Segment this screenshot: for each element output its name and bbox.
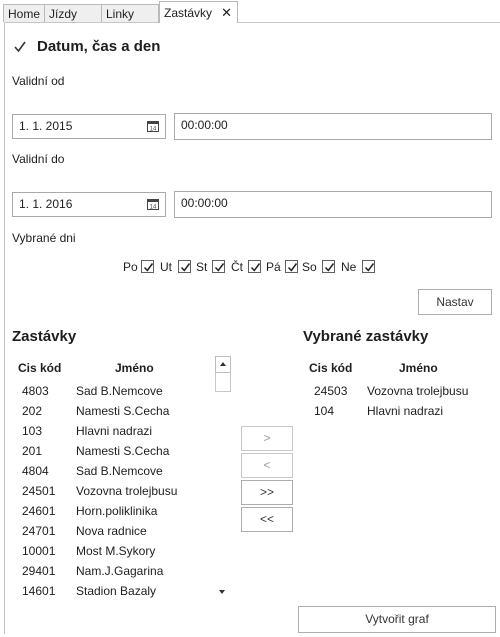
scroll-down-button[interactable] <box>215 584 231 601</box>
svg-text:14: 14 <box>149 126 157 132</box>
day-checkbox-po[interactable] <box>141 260 154 273</box>
day-checkbox-ct[interactable] <box>248 260 261 273</box>
calendar-icon[interactable] <box>147 198 159 210</box>
stop-code: 202 <box>22 404 43 418</box>
checkmark-icon <box>249 261 262 274</box>
stop-code: 4803 <box>22 384 49 398</box>
stop-name: Sad B.Nemcove <box>76 384 163 398</box>
valid-to-time-value: 00:00:00 <box>181 196 228 210</box>
stop-code: 24503 <box>314 384 348 398</box>
valid-to-time-input[interactable] <box>174 191 492 218</box>
add-stop-button[interactable]: > <box>241 426 293 451</box>
tab-linky-label: Linky <box>106 7 135 21</box>
stop-name: Nam.J.Gagarina <box>76 564 164 578</box>
day-label-st: St <box>196 260 208 274</box>
checkmark-icon <box>142 261 155 274</box>
day-label-so: So <box>302 260 317 274</box>
valid-to-date-input[interactable] <box>12 192 166 217</box>
stops-scrollbar[interactable] <box>214 356 231 602</box>
tab-jizdy[interactable] <box>44 4 102 22</box>
checkmark-icon <box>286 261 299 274</box>
valid-to-label: Validní do <box>12 152 65 166</box>
valid-from-label: Validní od <box>12 74 65 88</box>
stop-code: 14601 <box>22 584 56 598</box>
stop-name: Hlavni nadrazi <box>76 424 153 438</box>
stop-name: Sad B.Nemcove <box>76 464 163 478</box>
tab-home[interactable] <box>3 4 45 22</box>
svg-text:14: 14 <box>149 204 157 210</box>
list-item[interactable] <box>314 381 494 401</box>
stops-col-name: Jméno <box>115 361 154 375</box>
remove-all-stops-button[interactable]: << <box>241 507 293 532</box>
scroll-up-button[interactable] <box>215 356 231 373</box>
day-checkbox-pa[interactable] <box>285 260 298 273</box>
tab-zastavky-label: Zastávky <box>164 6 213 20</box>
stop-name: Most M.Sykory <box>76 544 156 558</box>
selected-col-name: Jméno <box>399 361 438 375</box>
create-graph-button[interactable]: Vytvořit graf <box>298 606 496 633</box>
stop-code: 24501 <box>22 484 56 498</box>
tab-bar <box>0 0 500 22</box>
scroll-thumb[interactable] <box>215 372 231 392</box>
day-checkbox-ne[interactable] <box>362 260 375 273</box>
triangle-up-icon <box>216 357 230 372</box>
stops-col-code: Cis kód <box>18 361 62 375</box>
stop-name: Namesti S.Cecha <box>76 404 170 418</box>
stops-title: Zastávky <box>12 328 77 345</box>
stop-code: 24701 <box>22 524 56 538</box>
valid-from-date-input[interactable] <box>12 114 166 139</box>
valid-to-date-value: 1. 1. 2016 <box>19 197 73 211</box>
stop-code: 201 <box>22 444 43 458</box>
list-item[interactable] <box>22 461 212 481</box>
tab-zastavky[interactable] <box>159 1 238 23</box>
day-checkbox-so[interactable] <box>322 260 335 273</box>
checkmark-icon <box>213 261 226 274</box>
day-checkbox-ut[interactable] <box>178 260 191 273</box>
days-label: Vybrané dni <box>12 231 76 245</box>
stop-code: 24601 <box>22 504 56 518</box>
list-item[interactable] <box>22 421 212 441</box>
stop-name: Hlavni nadrazi <box>367 404 444 418</box>
tab-linky[interactable] <box>101 4 159 22</box>
stop-name: Vozovna trolejbusu <box>367 384 469 398</box>
day-label-ct: Čt <box>231 260 243 274</box>
selected-col-code: Cis kód <box>309 361 353 375</box>
section-checkbox[interactable] <box>13 40 27 54</box>
nastav-button[interactable]: Nastav <box>418 289 492 315</box>
list-item[interactable] <box>22 401 212 421</box>
stop-code: 10001 <box>22 544 56 558</box>
add-all-stops-button[interactable]: >> <box>241 480 293 505</box>
stop-code: 29401 <box>22 564 56 578</box>
stop-name: Horn.poliklinika <box>76 504 158 518</box>
selected-title: Vybrané zastávky <box>303 328 429 345</box>
tab-jizdy-label: Jízdy <box>49 7 78 21</box>
list-item[interactable] <box>22 581 212 601</box>
list-item[interactable] <box>22 541 212 561</box>
valid-from-time-value: 00:00:00 <box>181 118 228 132</box>
remove-stop-button[interactable]: < <box>241 453 293 478</box>
section-title: Datum, čas a den <box>37 38 161 55</box>
day-label-po: Po <box>123 260 138 274</box>
checkmark-icon <box>323 261 336 274</box>
stop-code: 104 <box>314 404 335 418</box>
stop-code: 103 <box>22 424 43 438</box>
day-label-ne: Ne <box>341 260 357 274</box>
tab-home-label: Home <box>8 7 41 21</box>
list-item[interactable] <box>22 441 212 461</box>
selected-list[interactable] <box>314 381 494 425</box>
stops-list[interactable] <box>22 381 212 603</box>
stop-name: Vozovna trolejbusu <box>76 484 178 498</box>
day-checkbox-st[interactable] <box>212 260 225 273</box>
stop-name: Nova radnice <box>76 524 147 538</box>
list-item[interactable] <box>22 481 212 501</box>
day-label-pa: Pá <box>266 260 281 274</box>
close-icon[interactable]: ✕ <box>221 5 232 20</box>
list-item[interactable] <box>22 381 212 401</box>
stop-name: Namesti S.Cecha <box>76 444 170 458</box>
stop-code: 4804 <box>22 464 49 478</box>
triangle-down-icon <box>215 584 229 599</box>
checkmark-icon <box>179 261 192 274</box>
calendar-icon[interactable] <box>147 120 159 132</box>
list-item[interactable] <box>22 521 212 541</box>
checkmark-icon <box>363 261 376 274</box>
list-item[interactable] <box>314 401 494 421</box>
stop-name: Stadion Bazaly <box>76 584 157 598</box>
day-label-ut: Ut <box>160 260 172 274</box>
list-item[interactable] <box>22 561 212 581</box>
list-item[interactable] <box>22 501 212 521</box>
valid-from-time-input[interactable] <box>174 113 492 140</box>
valid-from-date-value: 1. 1. 2015 <box>19 119 73 133</box>
checkmark-icon <box>13 40 27 54</box>
